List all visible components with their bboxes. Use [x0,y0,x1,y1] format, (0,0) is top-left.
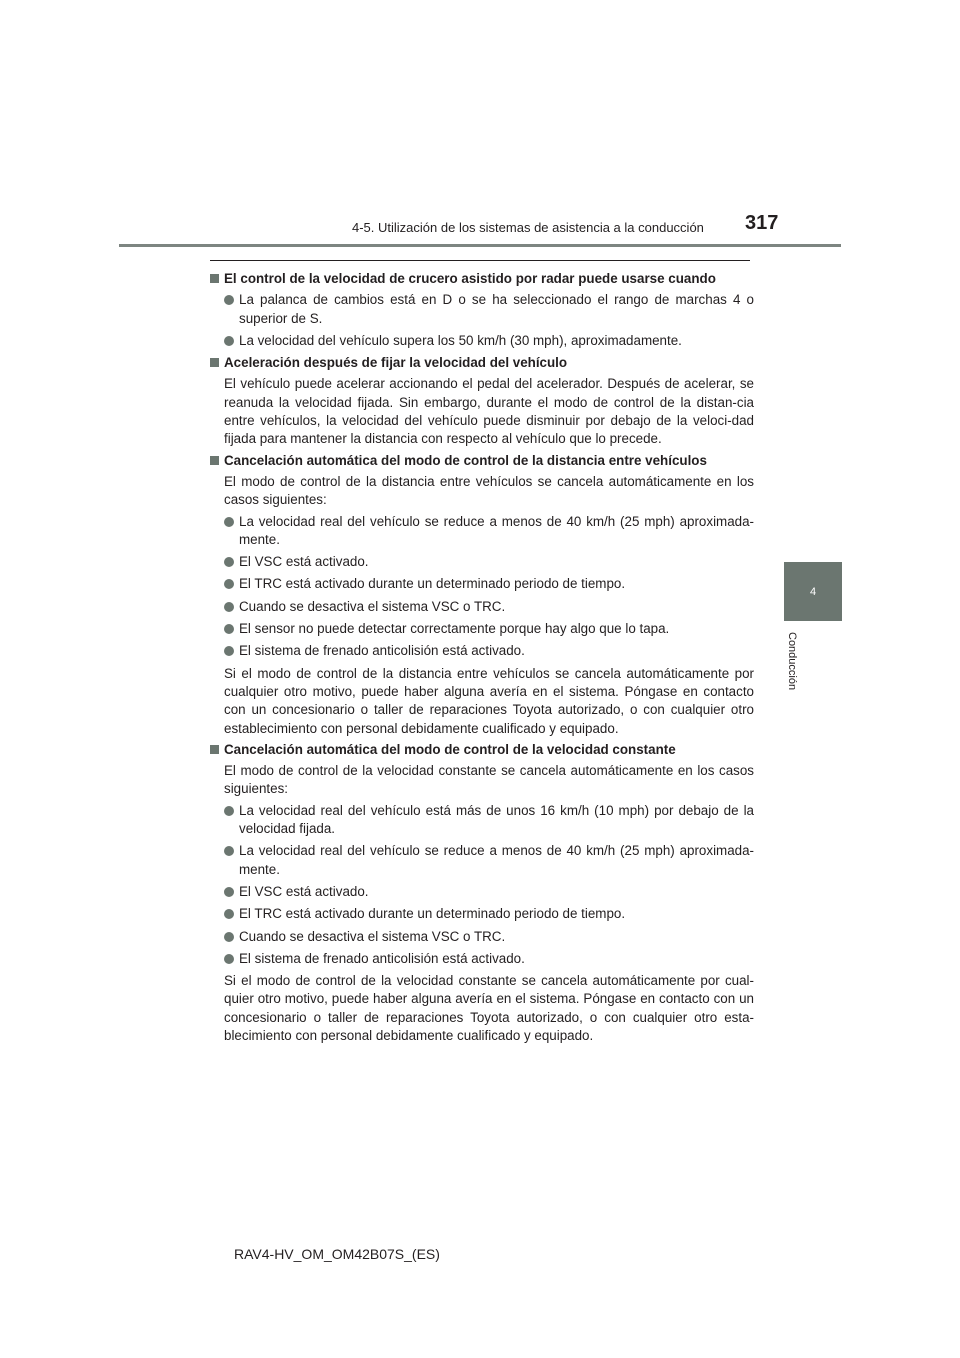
list-item-text: El TRC está activado durante un determinado periodo de tiempo. [239,576,626,592]
list-item-text: El VSC está activado. [239,554,369,570]
section-heading [209,452,754,470]
list-item [239,575,754,593]
content-top-divider [210,260,750,261]
list-item [239,513,754,550]
circle-bullet-icon [224,295,234,305]
circle-bullet-icon [224,846,234,856]
list-item-text: El sensor no puede detectar correctamente porque hay algo que lo tapa. [239,621,670,637]
list-item [239,332,754,350]
list-item-text: La velocidad del vehículo supera los 50 km/h (30 mph), aproximadamente. [239,332,682,348]
list-item-text: El sistema de frenado anticolisión está activado. [239,950,525,966]
list-item-text: El sistema de frenado anticolisión está activado. [239,643,525,659]
paragraph: El modo de control de la velocidad constante se cancela automáticamente en los casos siguientes: [224,763,754,797]
list-item [239,950,754,968]
circle-bullet-icon [224,517,234,527]
circle-bullet-icon [224,602,234,612]
circle-bullet-icon [224,624,234,634]
list-item-text: Cuando se desactiva el sistema VSC o TRC. [239,598,506,614]
list-item-text: Cuando se desactiva el sistema VSC o TRC. [239,928,506,944]
list-item-text: La velocidad real del vehículo se reduce a menos de 40 km/h (25 mph) aproximada-mente. [239,843,754,877]
section-heading [209,270,754,288]
square-bullet-icon [210,456,219,465]
square-bullet-icon [210,358,219,367]
section-heading [209,354,754,372]
circle-bullet-icon [224,932,234,942]
circle-bullet-icon [224,887,234,897]
section-heading-text: Cancelación automática del modo de control de la velocidad constante [224,741,676,757]
section-heading-text: Aceleración después de fijar la velocidad del vehículo [224,355,568,371]
list-item [239,842,754,879]
list-item [239,598,754,616]
list-item [239,642,754,660]
list-item-text: La palanca de cambios está en D o se ha seleccionado el rango de marchas 4 o superior de S. [239,292,754,326]
circle-bullet-icon [224,909,234,919]
paragraph: El vehículo puede acelerar accionando el pedal del acelerador. Después de acelerar, se reanuda la velocidad fijada. Sin embargo, durante el modo de control de la distan-cia entre vehículos, la velocidad del vehículo puede disminuir por debajo de la veloci-dad fijada para mantener la distancia con respecto al vehículo que lo precede. [224,376,754,447]
list-item [239,928,754,946]
list-item [239,802,754,839]
section-heading-text: Cancelación automática del modo de control de la distancia entre vehículos [224,452,707,468]
list-item-text: El TRC está activado durante un determinado periodo de tiempo. [239,906,626,922]
page-content [209,267,754,1048]
section-heading [209,741,754,759]
chapter-label: Conducción [786,632,798,691]
paragraph: Si el modo de control de la velocidad constante se cancela automáticamente por cual-quier otro motivo, puede haber alguna avería en el sistema. Póngase en contacto con un concesionario o taller de reparaciones Toyota autorizado, o con cualquier otro esta-blecimiento con personal debidamente cualificado y equipado. [224,973,754,1043]
document-code: RAV4-HV_OM_OM42B07S_(ES) [234,1246,440,1262]
chapter-number: 4 [809,585,817,598]
page-number: 317 [745,212,779,234]
circle-bullet-icon [224,646,234,656]
list-item [239,620,754,638]
list-item-text: El VSC está activado. [239,883,369,899]
circle-bullet-icon [224,806,234,816]
list-item-text: La velocidad real del vehículo se reduce a menos de 40 km/h (25 mph) aproximada-mente. [239,513,754,547]
square-bullet-icon [210,274,219,283]
circle-bullet-icon [224,954,234,964]
header-section-title: 4-5. Utilización de los sistemas de asistencia a la conducción [352,220,704,235]
circle-bullet-icon [224,557,234,567]
list-item [239,291,754,328]
paragraph: El modo de control de la distancia entre vehículos se cancela automáticamente en los casos siguientes: [224,473,754,508]
list-item-text: La velocidad real del vehículo está más de unos 16 km/h (10 mph) por debajo de la velocidad fijada. [239,802,754,837]
header-divider [119,244,841,247]
list-item [239,553,754,571]
list-item [239,905,754,923]
chapter-tab [784,562,842,621]
section-heading-text: El control de la velocidad de crucero asistido por radar puede usarse cuando [224,271,716,286]
square-bullet-icon [210,745,219,754]
circle-bullet-icon [224,579,234,589]
paragraph: Si el modo de control de la distancia entre vehículos se cancela automáticamente por cualquier otro motivo, puede haber alguna avería en el sistema. Póngase en contacto con un concesionario o taller de reparaciones Toyota autorizado, o con cualquier otro establecimiento con personal debidamente cualificado y equipado. [224,665,754,736]
list-item [239,883,754,901]
circle-bullet-icon [224,336,234,346]
